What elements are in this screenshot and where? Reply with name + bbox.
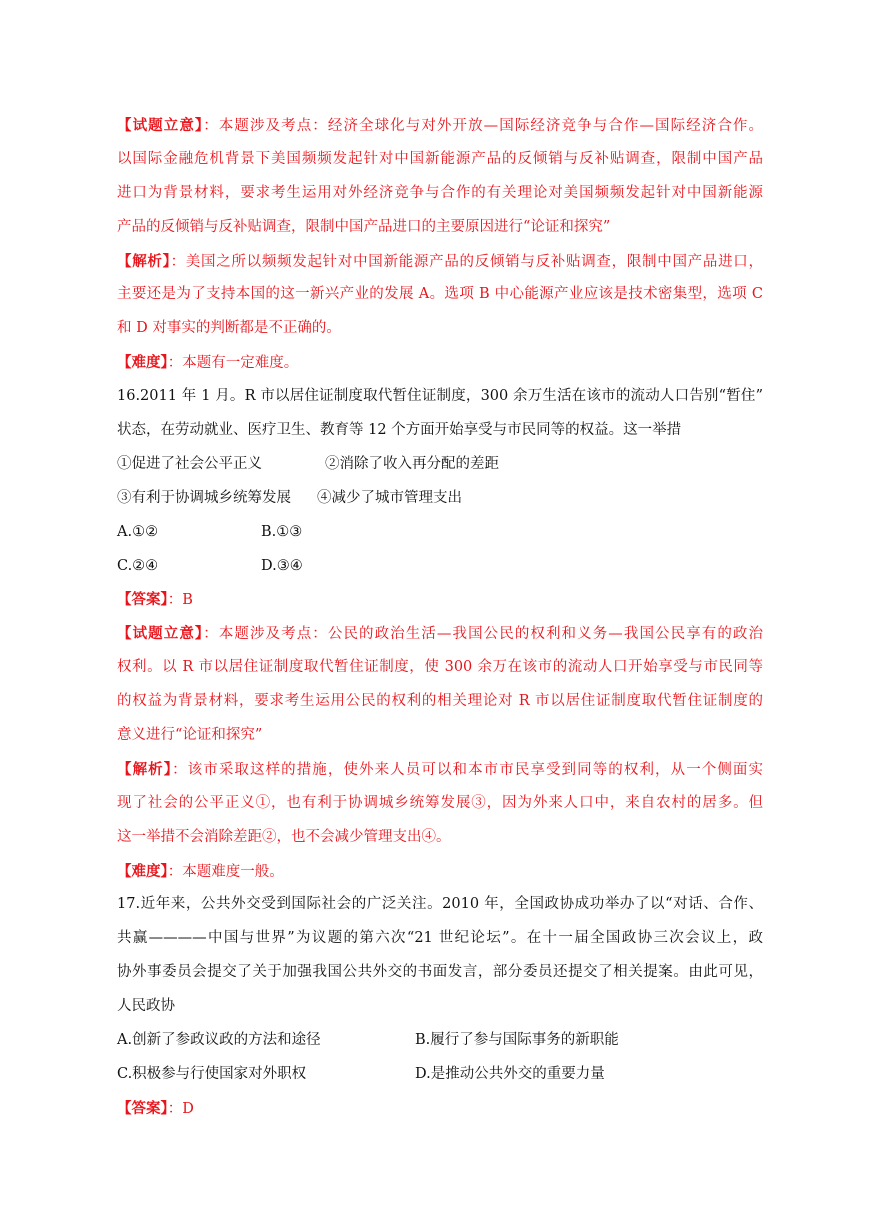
q17-options-row-1 bbox=[117, 1024, 763, 1058]
q16-statement-2: ②消除了收入再分配的差距 bbox=[325, 455, 499, 472]
q17-option-c: C.积极参与行使国家对外职权 bbox=[117, 1065, 307, 1082]
q16-statement-1: ①促进了社会公平正义 bbox=[117, 455, 262, 472]
q16-analysis-line-2: 现了社会的公平正义①，也有利于协调城乡统筹发展③，因为外来人口中，来自农村的居多。但 bbox=[117, 794, 763, 811]
q15-intent-line-3: 进口为背景材料，要求考生运用对外经济竞争与合作的有关理论对美国频频发起针对中国新能源 bbox=[117, 184, 763, 201]
q16-analysis-line-3: 这一举措不会消除差距②，也不会减少管理支出④。 bbox=[117, 828, 451, 845]
q16-stem-line-2: 状态，在劳动就业、医疗卫生、教育等 12 个方面开始享受与市民同等的权益。这一举措 bbox=[117, 422, 682, 439]
difficulty-tag: 【难度】 bbox=[117, 354, 168, 372]
q16-statements-row-1 bbox=[117, 448, 763, 482]
q16-stem-line-1: 16.2011 年 1 月。R 市以居住证制度取代暂住证制度，300 余万生活在该市的流动人口告别“暂住” bbox=[117, 388, 763, 405]
difficulty-tag: 【难度】 bbox=[117, 862, 168, 880]
q17-option-a: A.创新了参政议政的方法和途径 bbox=[117, 1032, 321, 1049]
q17-stem-line-3: 协外事委员会提交了关于加强我国公共外交的书面发言，部分委员还提交了相关提案。由此可见， bbox=[117, 964, 763, 981]
answer-tag: 【答案】 bbox=[117, 591, 168, 609]
analysis-tag: 【解析】 bbox=[117, 252, 171, 270]
q16-intent-line-2: 权利。以 R 市以居住证制度取代暂住证制度，使 300 余万在该市的流动人口开始享受与市民同等 bbox=[117, 659, 763, 676]
analysis-tag: 【解析】 bbox=[117, 760, 173, 778]
q16-intent-line-1: 【试题立意】：本题涉及考点：公民的政治生活—我国公民的权利和义务—我国公民享有的政治 bbox=[117, 625, 763, 643]
q15-intent-line-4: 产品的反倾销与反补贴调查，限制中国产品进口的主要原因进行“论证和探究” bbox=[117, 218, 611, 235]
q16-statements-row-2 bbox=[117, 482, 763, 516]
q17-answer: 【答案】：D bbox=[117, 1099, 194, 1117]
q16-options-row-1 bbox=[117, 516, 763, 550]
q16-statement-4: ④减少了城市管理支出 bbox=[317, 489, 462, 506]
q17-stem-line-2: 共赢————中国与世界”为议题的第六次“21 世纪论坛”。在十一届全国政协三次会议上，政 bbox=[117, 930, 763, 947]
q16-option-a: A.①② bbox=[117, 523, 159, 540]
q17-options-row-2 bbox=[117, 1058, 763, 1092]
q15-analysis-line-3: 和 D 对事实的判断都是不正确的。 bbox=[117, 320, 341, 337]
q16-option-d: D.③④ bbox=[261, 557, 303, 574]
q16-options-row-2 bbox=[117, 550, 763, 584]
q16-intent-line-4: 意义进行“论证和探究” bbox=[117, 727, 263, 744]
q15-intent-line-2: 以国际金融危机背景下美国频频发起针对中国新能源产品的反倾销与反补贴调查，限制中国产品 bbox=[117, 150, 763, 167]
q15-difficulty: 【难度】：本题有一定难度。 bbox=[117, 354, 299, 372]
q16-analysis-line-1: 【解析】：该市采取这样的措施，使外来人员可以和本市市民享受到同等的权利，从一个侧面实 bbox=[117, 760, 763, 778]
q16-difficulty: 【难度】：本题难度一般。 bbox=[117, 862, 284, 880]
q17-option-d: D.是推动公共外交的重要力量 bbox=[415, 1065, 605, 1082]
q16-option-b: B.①③ bbox=[261, 523, 303, 540]
q15-analysis-line-1: 【解析】：美国之所以频频发起针对中国新能源产品的反倾销与反补贴调查，限制中国产品进口， bbox=[117, 252, 763, 270]
q16-intent-line-3: 的权益为背景材料，要求考生运用公民的权利的相关理论对 R 市以居住证制度取代暂住证制度的 bbox=[117, 693, 763, 710]
q16-answer: 【答案】：B bbox=[117, 591, 193, 609]
q17-option-b: B.履行了参与国际事务的新职能 bbox=[415, 1032, 619, 1049]
document-body bbox=[117, 109, 763, 1126]
answer-tag: 【答案】 bbox=[117, 1099, 168, 1117]
q16-option-c: C.②④ bbox=[117, 557, 159, 574]
intent-tag: 【试题立意】 bbox=[117, 625, 204, 643]
intent-tag: 【试题立意】 bbox=[117, 117, 204, 134]
q16-statement-3: ③有利于协调城乡统筹发展 bbox=[117, 489, 291, 506]
q17-stem-line-1: 17.近年来，公共外交受到国际社会的广泛关注。2010 年，全国政协成功举办了以“对话、合作、 bbox=[117, 896, 763, 913]
q17-stem-line-4: 人民政协 bbox=[117, 998, 175, 1015]
q15-intent-line-1: 【试题立意】：本题涉及考点：经济全球化与对外开放—国际经济竞争与合作—国际经济合作。 bbox=[117, 117, 763, 134]
q15-analysis-line-2: 主要还是为了支持本国的这一新兴产业的发展 A。选项 B 中心能源产业应该是技术密集型，选项 C bbox=[117, 286, 763, 303]
